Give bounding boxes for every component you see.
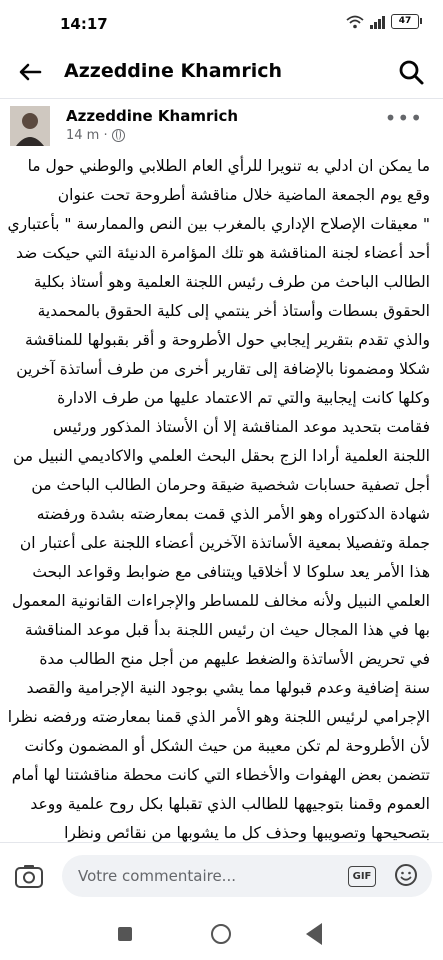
avatar[interactable] [10,106,50,146]
post-line: الحقوق بسطات وأستاذ أخر ينتمي إلى كلية الحقوق بالمحمدية [37,302,430,320]
avatar-image [10,106,50,146]
post-meta [66,128,125,143]
recent-apps-icon[interactable] [118,927,132,941]
post-line: ما يمكن ان ادلي به تنويرا للرأي العام الطلابي والوطني حول ما [27,157,430,175]
post-line: بها في هذا المجال حيث ان رئيس اللجنة بدأ قبل موعد المناقشة [24,621,430,639]
post-header [0,100,443,150]
status-bar [0,0,443,46]
post-line: الإجرامي لرئيس اللجنة وهو الأمر الذي قمنا بمعارضته ورفضه نظرا [7,708,430,726]
post-line: شهادة الدكتوراه وهو الأمر الذي قمت بمعارضته بشدة ورفضته [36,505,430,523]
camera-icon[interactable] [14,863,44,889]
post-line: وقع يوم الجمعة الماضية خلال مناقشة أطروحة تحت عنوان [57,186,430,204]
system-nav-bar [0,910,443,960]
post-line: جملة وتفصيلا بمعية الأساتذة الآخرين أعضاء اللجنة على أعتبار ان [19,534,430,552]
post-line: بتصحيحها وتصويبها وحذف كل ما يشوبها من نقائص ونظرا [64,824,430,842]
emoji-icon[interactable] [394,863,418,887]
arrow-left-icon[interactable] [14,56,46,88]
post-line: العلمي النبيل ولأنه مخالف للمساطر والإجراءات القانونية المعمول [12,592,430,610]
post-line: سنة إضافية وعدم قبولها مما يشي بوجود النية الإجرامية والقصد [26,679,430,697]
author-name[interactable]: Azzeddine Khamrich [66,107,239,125]
post-line: أجل تصفية حسابات شخصية ضيقة وحرمان الطالب الباحث من [31,476,430,494]
post-time[interactable]: 14 m · [66,128,108,143]
back-icon[interactable] [306,923,322,945]
post-line: اللجنة العلمية أرادا الزج بحقل البحث العلمي والاكاديمي النبيل من [12,447,430,465]
post-body [7,152,430,842]
gif-button[interactable]: GIF [348,866,376,887]
post-line: هذا الأمر يعد سلوكا لا أخلاقيا ويتنافى مع ضوابط وقواعد البحث [32,563,430,581]
battery-icon: 47 [391,14,419,29]
comment-bar [0,842,443,911]
post-line: أحد أعضاء لجنة المناقشة هو تلك المؤامرة الدنيئة التي حيكت ضد [15,244,430,262]
page-title: Azzeddine Khamrich [64,60,282,82]
post-line: فقامت بتحديد موعد المناقشة إلا أن الأستاذ المذكور ورئيس [52,418,430,436]
comment-input[interactable] [62,855,432,897]
post-line: تتضمن بعض الهفوات والأخطاء التي كانت محطة مناقشتنا لها أمام [11,766,430,784]
wifi-icon [346,15,364,29]
post-line: العموم وقمنا بتوجيهها للطالب الذي تقبلها بكل روح علمية ووعد [30,795,430,813]
post-line: في تحريض الأساتذة والضغط عليهم من أجل منح الطالب مدة [39,650,430,668]
app-bar [0,46,443,99]
globe-icon [112,129,125,142]
post-line: شكلا ومضمونا بالإضافة إلى تقارير أخرى من طرف أساتذة آخرين [16,360,430,378]
post-line: " معيقات الإصلاح الإداري بالمغرب بين النص والممارسة " بأعتباري [7,215,430,233]
search-icon[interactable] [395,56,427,88]
signal-icon [370,15,385,29]
status-time: 14:17 [60,15,108,33]
post-line: وكلها كانت إيجابية والتي تم الاعتماد عليها من طرف الادارة [57,389,430,407]
more-horizontal-icon[interactable]: ••• [384,106,423,130]
status-icons [346,14,419,29]
post-line: الطالب الباحث من طرف رئيس اللجنة العلمية وهو أستاذ بكلية [33,273,430,291]
post-line: لأن الأطروحة لم تكن معيبة من حيث الشكل أو المضمون وكانت [24,737,430,755]
home-icon[interactable] [211,924,231,944]
post-line: والذي تقدم بتقرير إيجابي حول الأطروحة و أقر بقبولها للمناقشة [24,331,430,349]
